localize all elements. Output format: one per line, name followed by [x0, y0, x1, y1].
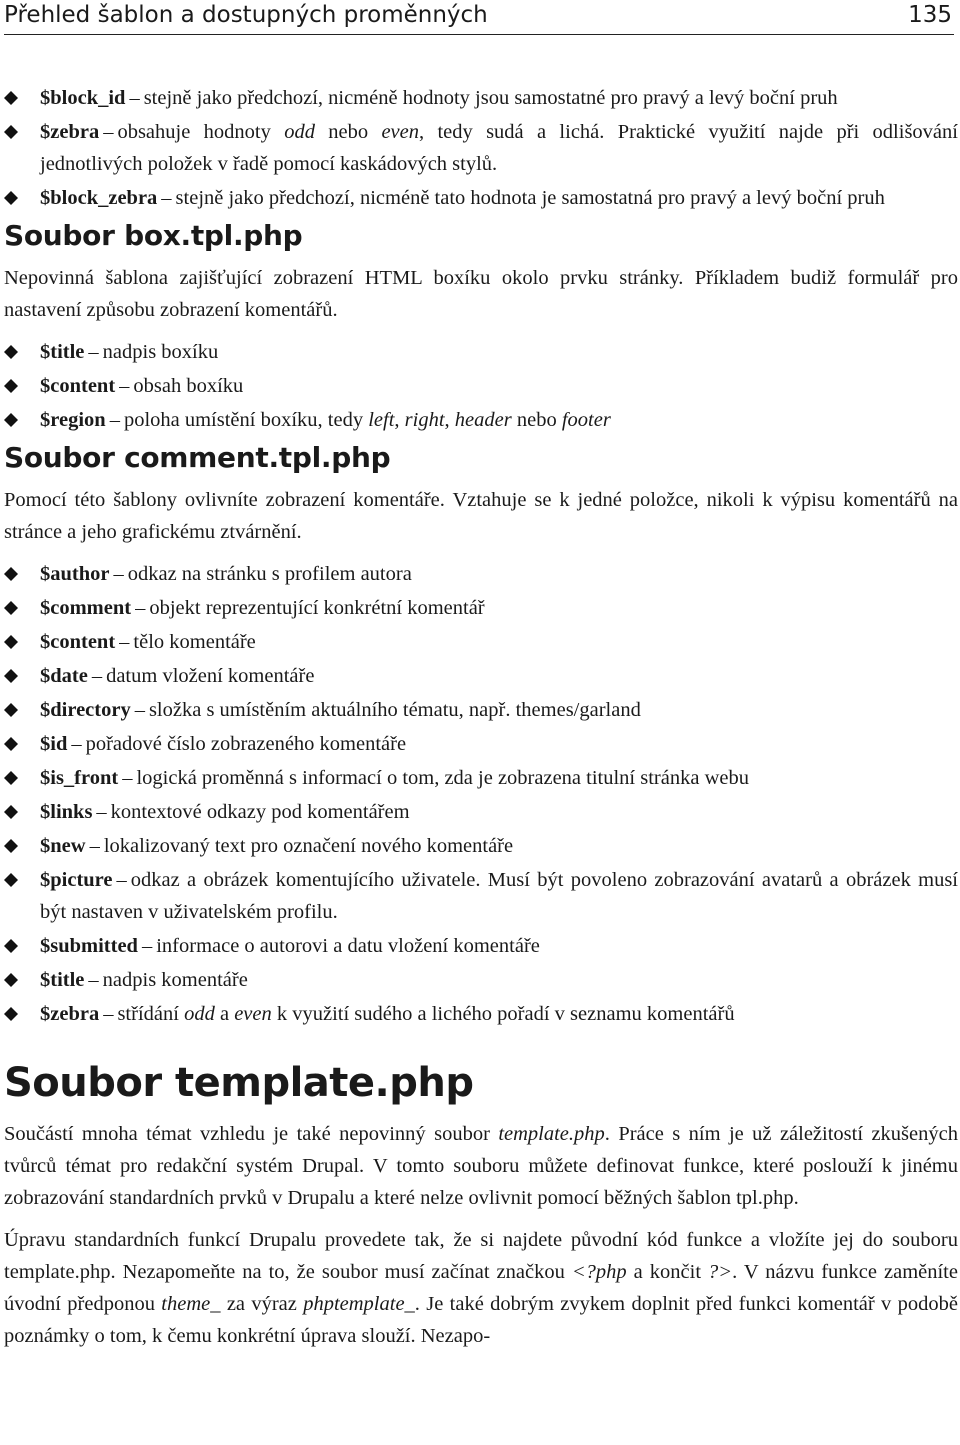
list-item: $comment – objekt reprezentující konkrétní komentář	[4, 592, 958, 624]
page-content	[4, 82, 958, 1362]
list-item: $picture – odkaz a obrázek komentujícího uživatele. Musí být povoleno zobrazování avatarů a obrázek musí být nastaven v uživatelském profilu.	[4, 864, 958, 928]
list-item: $submitted – informace o autorovi a datu vložení komentáře	[4, 930, 958, 962]
diamond-bullet-icon	[4, 771, 18, 785]
list-item: $is_front – logická proměnná s informací o tom, zda je zobrazena titulní stránka webu	[4, 762, 958, 794]
header-title: Přehled šablon a dostupných proměnných	[4, 2, 488, 28]
variable-name: $zebra	[40, 1003, 100, 1025]
variable-name: $region	[40, 409, 106, 431]
diamond-bullet-icon	[4, 873, 18, 887]
diamond-bullet-icon	[4, 345, 18, 359]
running-header	[4, 0, 954, 35]
variable-description: stejně jako předchozí, nicméně hodnoty jsou samostatné pro pravý a levý boční pruh	[143, 87, 838, 109]
list-item: $links – kontextové odkazy pod komentářem	[4, 796, 958, 828]
list-item: $block_zebra – stejně jako předchozí, nicméně tato hodnota je samostatná pro pravý a levý boční pruh	[4, 182, 958, 214]
variable-name: $is_front	[40, 767, 119, 789]
variable-name: $comment	[40, 597, 132, 619]
list-item: $region – poloha umístění boxíku, tedy left, right, header nebo footer	[4, 404, 958, 436]
diamond-bullet-icon	[4, 805, 18, 819]
list-item: $date – datum vložení komentáře	[4, 660, 958, 692]
diamond-bullet-icon	[4, 669, 18, 683]
list-item: $block_id – stejně jako předchozí, nicméně hodnoty jsou samostatné pro pravý a levý boční pruh	[4, 82, 958, 114]
diamond-bullet-icon	[4, 413, 18, 427]
template-paragraph-2: Úpravu standardních funkcí Drupalu provedete tak, že si najdete původní kód funkce a vložíte jej do souboru template.php. Nezapomeňte na to, že soubor musí začínat značkou <?php a končit ?>. V názvu funkce zaměníte úvodní předponou theme_ za výraz phptemplate_. Je také dobrým zvykem doplnit před funkci komentář v podobě poznámky o tom, k čemu konkrétní úprava slouží. Nezapo-	[4, 1229, 958, 1347]
section-paragraph: Pomocí této šablony ovlivníte zobrazení komentáře. Vztahuje se k jedné položce, nikoli k výpisu komentářů na stránce a jeho grafickému ztvárnění.	[4, 489, 958, 543]
variable-name: $content	[40, 631, 116, 653]
variable-name: $title	[40, 341, 85, 363]
list-item: $zebra – obsahuje hodnoty odd nebo even, tedy sudá a lichá. Praktické využití najde při odlišování jednotlivých položek v řadě pomocí kaskádových stylů.	[4, 116, 958, 180]
section-heading-box: Soubor box.tpl.php	[4, 219, 303, 252]
variable-name: $picture	[40, 869, 113, 891]
variable-name: $directory	[40, 699, 131, 721]
list-item: $directory – složka s umístěním aktuálního tématu, např. themes/garland	[4, 694, 958, 726]
diamond-bullet-icon	[4, 125, 18, 139]
diamond-bullet-icon	[4, 703, 18, 717]
variable-name: $zebra	[40, 121, 100, 143]
variable-name: $new	[40, 835, 86, 857]
diamond-bullet-icon	[4, 379, 18, 393]
diamond-bullet-icon	[4, 191, 18, 205]
diamond-bullet-icon	[4, 635, 18, 649]
page-number: 135	[908, 2, 952, 28]
diamond-bullet-icon	[4, 91, 18, 105]
list-item: $content – obsah boxíku	[4, 370, 958, 402]
variable-name: $author	[40, 563, 110, 585]
variable-name: $block_id	[40, 87, 126, 109]
variable-name: $links	[40, 801, 93, 823]
variable-name: $id	[40, 733, 68, 755]
diamond-bullet-icon	[4, 839, 18, 853]
variable-name: $title	[40, 969, 85, 991]
diamond-bullet-icon	[4, 1007, 18, 1021]
variable-list-box	[4, 336, 958, 436]
variable-name: $submitted	[40, 935, 138, 957]
section-heading-template: Soubor template.php	[4, 1060, 474, 1106]
variable-name: $block_zebra	[40, 187, 158, 209]
section-heading-comment: Soubor comment.tpl.php	[4, 441, 391, 474]
diamond-bullet-icon	[4, 939, 18, 953]
list-item: $title – nadpis boxíku	[4, 336, 958, 368]
diamond-bullet-icon	[4, 567, 18, 581]
variable-description: stejně jako předchozí, nicméně tato hodnota je samostatná pro pravý a levý boční pruh	[175, 187, 885, 209]
variable-list-top	[4, 82, 958, 214]
list-item: $id – pořadové číslo zobrazeného komentáře	[4, 728, 958, 760]
template-paragraph-1: Součástí mnoha témat vzhledu je také nepovinný soubor template.php. Práce s ním je už záležitostí zkušených tvůrců témat pro redakční systém Drupal. V tomto souboru můžete definovat funkce, které poslouží k jinému zobrazování standardních prvků v Drupalu a které nelze ovlivnit pomocí běžných šablon tpl.php.	[4, 1123, 958, 1209]
diamond-bullet-icon	[4, 737, 18, 751]
list-item: $new – lokalizovaný text pro označení nového komentáře	[4, 830, 958, 862]
list-item: $zebra – střídání odd a even k využití sudého a lichého pořadí v seznamu komentářů	[4, 998, 958, 1030]
variable-name: $date	[40, 665, 88, 687]
list-item: $author – odkaz na stránku s profilem autora	[4, 558, 958, 590]
list-item: $content – tělo komentáře	[4, 626, 958, 658]
variable-list-comment	[4, 558, 958, 1030]
diamond-bullet-icon	[4, 601, 18, 615]
section-paragraph: Nepovinná šablona zajišťující zobrazení HTML boxíku okolo prvku stránky. Příkladem budiž formulář pro nastavení způsobu zobrazení komentářů.	[4, 267, 958, 321]
variable-name: $content	[40, 375, 116, 397]
diamond-bullet-icon	[4, 973, 18, 987]
list-item: $title – nadpis komentáře	[4, 964, 958, 996]
